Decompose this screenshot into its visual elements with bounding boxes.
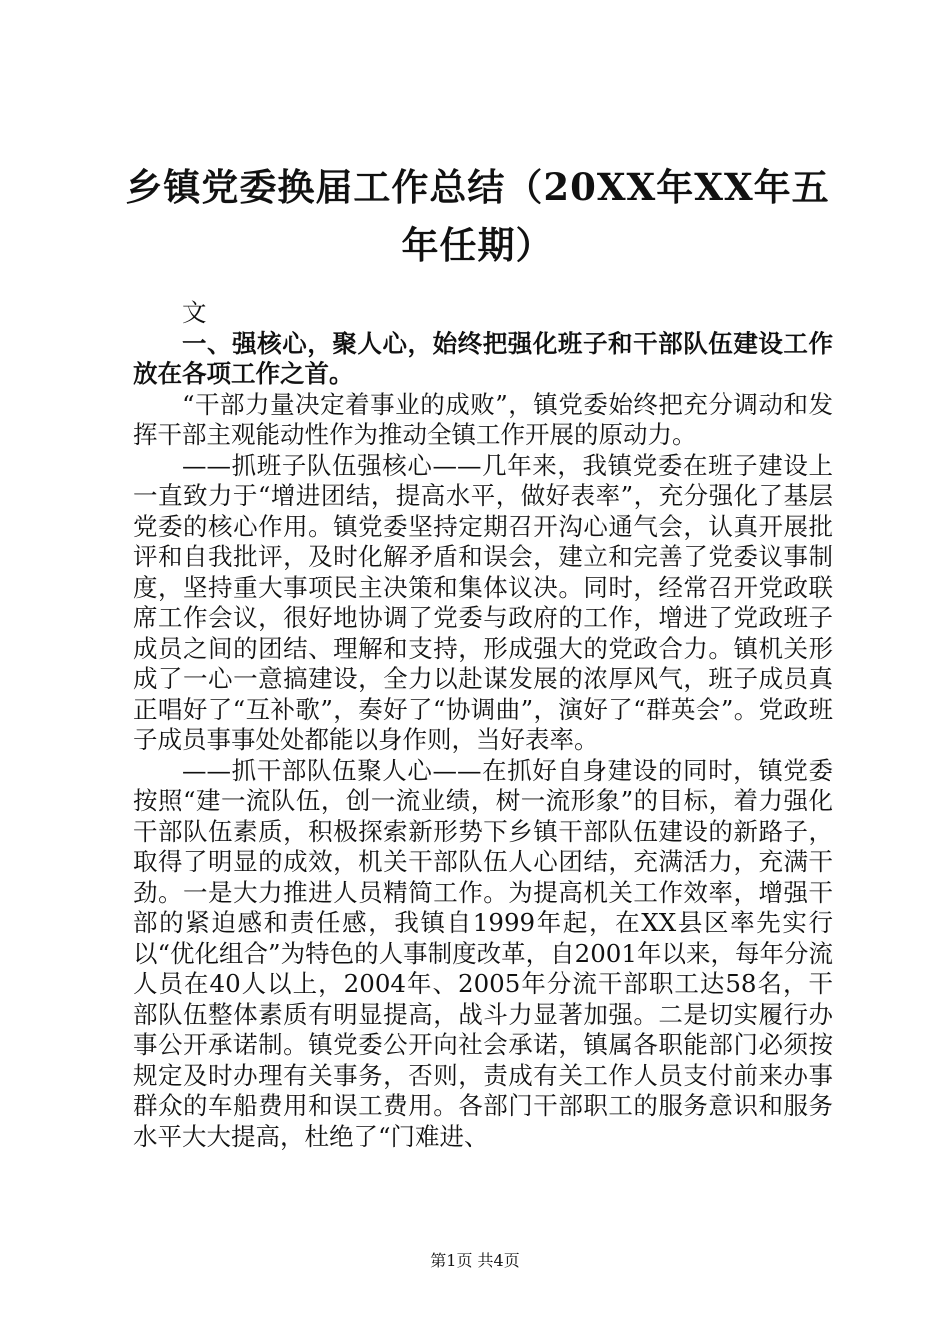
body-paragraph-intro: 文 (182, 298, 207, 327)
page-footer: 第1页 共4页 (430, 1251, 520, 1270)
section-heading: 一、强核心，聚人心，始终把强化班子和干部队伍建设工作放在各项工作之首。 (133, 328, 833, 388)
document-title: 乡镇党委换届工作总结（20XX年XX年五年任期） (125, 165, 830, 267)
body-paragraph: “干部力量决定着事业的成败”，镇党委始终把充分调动和发挥干部主观能动性作为推动全镇工作开展的原动力。 (133, 389, 833, 449)
document-body (133, 298, 833, 1152)
body-paragraph: ——抓班子队伍强核心——几年来，我镇党委在班子建设上一直致力于“增进团结，提高水平，做好表率”，充分强化了基层党委的核心作用。镇党委坚持定期召开沟心通气会，认真开展批评和自我批评，及时化解矛盾和误会，建立和完善了党委议事制度，坚持重大事项民主决策和集体议决。同时，经常召开党政联席工作会议，很好地协调了党委与政府的工作，增进了党政班子成员之间的团结、理解和支持，形成强大的党政合力。镇机关形成了一心一意搞建设，全力以赴谋发展的浓厚风气，班子成员真正唱好了“互补歌”，奏好了“协调曲”，演好了“群英会”。党政班子成员事事处处都能以身作则，当好表率。 (133, 450, 833, 754)
body-paragraph: ——抓干部队伍聚人心——在抓好自身建设的同时，镇党委按照“建一流队伍，创一流业绩，树一流形象”的目标，着力强化干部队伍素质，积极探索新形势下乡镇干部队伍建设的新路子，取得了明显的成效，机关干部队伍人心团结，充满活力，充满干劲。一是大力推进人员精简工作。为提高机关工作效率，增强干部的紧迫感和责任感，我镇自1999年起，在XX县区率先实行以“优化组合”为特色的人事制度改革，自2001年以来，每年分流人员在40人以上，2004年、2005年分流干部职工达58名，干部队伍整体素质有明显提高，战斗力显著加强。二是切实履行办事公开承诺制。镇党委公开向社会承诺，镇属各职能部门必须按规定及时办理有关事务，否则，责成有关工作人员支付前来办事群众的车船费用和误工费用。各部门干部职工的服务意识和服务水平大大提高，杜绝了“门难进、 (133, 755, 833, 1151)
